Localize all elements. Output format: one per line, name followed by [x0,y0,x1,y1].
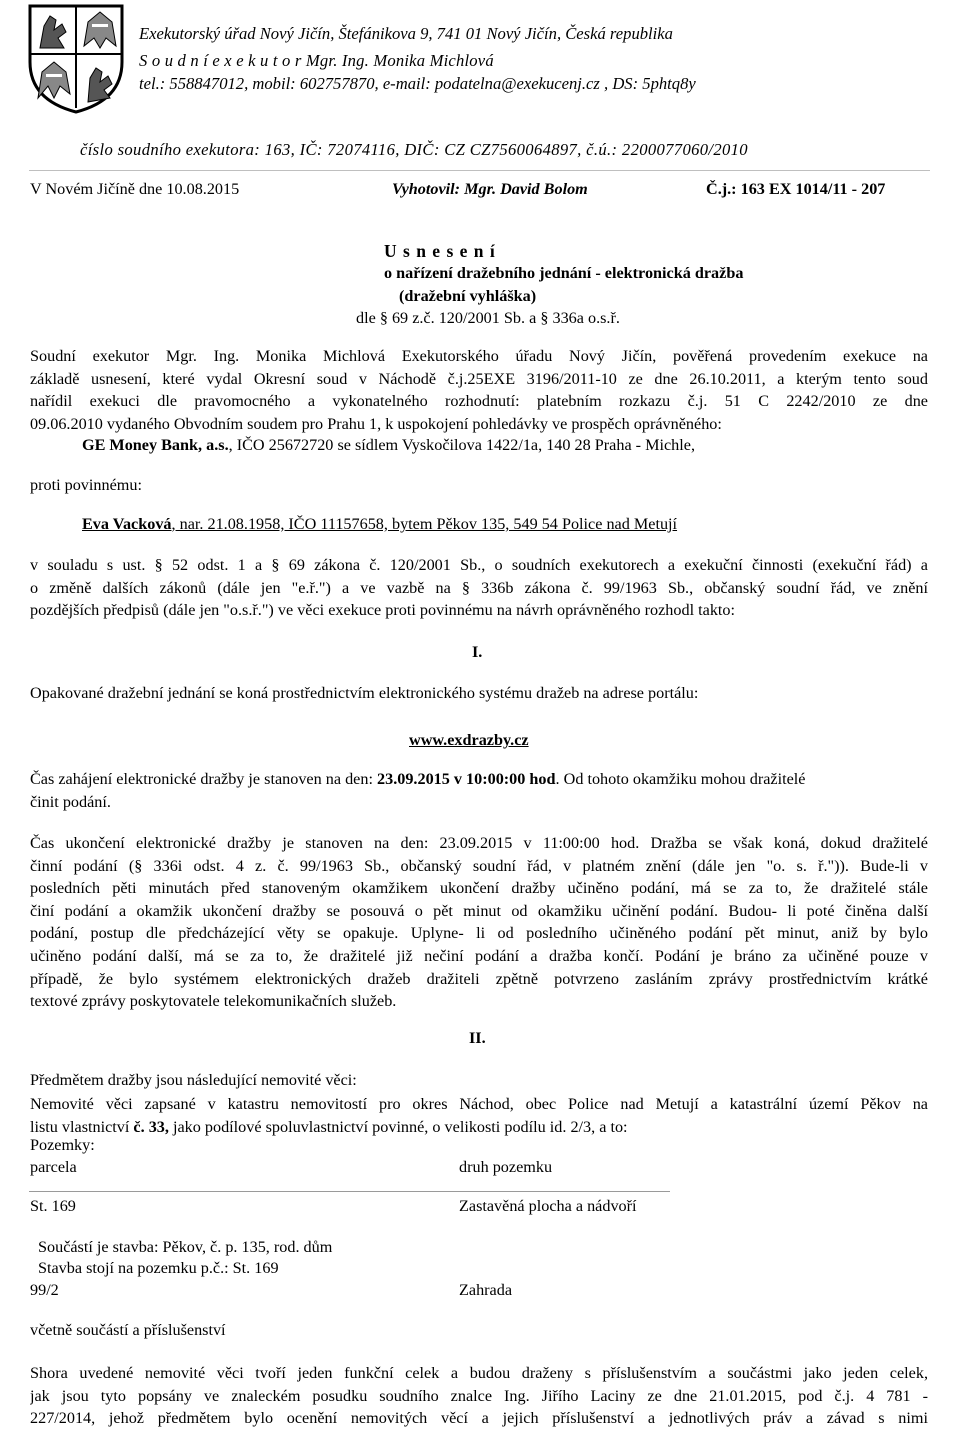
subject-label: Předmětem dražby jsou následující nemovité věci: [30,1071,357,1089]
intro-paragraph [30,345,928,435]
header-line-office: Exekutorský úřad Nový Jičín, Štefánikova 9, 741 01 Nový Jičín, Česká republika [139,24,673,43]
text-line [30,1116,928,1139]
text-line: Čas ukončení elektronické dražby je stanoven na den: 23.09.2015 v 11:00:00 hod. Dražba se však koná, dokud dražitelé [30,834,928,852]
text-line: základě usnesení, které vydal Okresní soud v Náchodě č.j.25EXE 3196/2011-10 ze dne 26.10.2011, a kterým tento soud [30,369,928,388]
text-line: 09.06.2010 vydaného Obvodním soudem pro Prahu 1, k uspokojení pohledávky ve prospěch oprávněného: [30,414,722,433]
text-line: o změně dalších zákonů (dále jen "e.ř.") a ve vazbě na § 336b zákona č. 99/1963 Sb., občanský soudní řád, ve znění [30,578,928,597]
section-1-text: Opakované dražební jednání se koná prostřednictvím elektronického systému dražeb na adrese portálu: [30,684,699,702]
auction-start-line-2: činit podání. [30,793,111,811]
column-parcel: parcela [30,1158,77,1176]
final-paragraph [30,1362,928,1430]
section-1-numeral: I. [472,643,483,661]
against-label: proti povinnému: [30,476,142,494]
auction-end-paragraph [30,832,928,1013]
text-line: pozdějších předpisů (dále jen "o.s.ř.") ve věci exekuce proti povinnému na návrh oprávněného rozhodl takto: [30,601,736,620]
title-subtitle: o nařízení dražebního jednání - elektronická dražba [384,264,744,282]
text-line: činí podání a okamžik ukončení dražby se posouvá o pět minut od okamžiku učinění podání. Budou- li poté činěna další [30,901,928,920]
text-line: Shora uvedené nemovité věci tvoří jeden funkční celek a budou draženy s příslušenstvím a součástmi jako jeden celek, [30,1364,928,1382]
ownership-share: jako podílové spoluvlastnictví povinné, o velikosti podílu id. 2/3, a to: [168,1117,628,1136]
coat-of-arms-logo [26,2,126,114]
text-line: textové zprávy poskytovatele telekomunikačních služeb. [30,992,397,1011]
including-label: včetně součástí a příslušenství [30,1321,226,1339]
auction-start-note: . Od tohoto okamžiku mohou dražitelé [555,770,806,788]
column-land-type: druh pozemku [459,1158,553,1176]
debtor-details: , nar. 21.08.1958, IČO 11157658, bytem Pěkov 135, 549 54 Police nad Metují [171,515,678,533]
creditor-details: , IČO 25672720 se sídlem Vyskočilova 1422/1a, 140 28 Praha - Michle, [228,436,696,454]
text-line: 227/2014, jehož předmětem bylo ocenění nemovitých věcí a jejich příslušenství a jednotlivých práv a závad s nimi [30,1409,928,1428]
text-line: případě, že bylo systémem elektronických dražeb dražiteli zpětně potvrzeno zasláním zprávy prostřednictvím krátké [30,969,928,988]
land-label: Pozemky: [30,1136,95,1154]
header-line-contacts: tel.: 558847012, mobil: 602757870, e-mail: podatelna@exekucenj.cz , DS: 5phtq8y [139,74,696,93]
title-legal-basis: dle § 69 z.č. 120/2001 Sb. a § 336a o.s.ř. [356,309,620,327]
place-date: V Novém Jičíně dne 10.08.2015 [30,180,240,198]
auction-start-time: 23.09.2015 v 10:00:00 hod [377,770,556,788]
building-note-1: Součástí je stavba: Pěkov, č. p. 135, rod. dům [38,1238,333,1256]
creditor-name: GE Money Bank, a.s. [82,436,229,454]
legal-paragraph [30,554,928,622]
land-type-1: Zastavěná plocha a nádvoří [459,1197,637,1215]
building-note-2: Stavba stojí na pozemku p.č.: St. 169 [38,1259,279,1277]
creditor-line [82,436,695,455]
text-line: jak jsou tyto popsány ve znaleckém posudku soudního znalce Ing. Jiřího Laciny ze dne 21.01.2015, pod č.j. 4 781 - [30,1386,928,1405]
document-title: U s n e s e n í [384,241,496,261]
parcel-1: St. 169 [30,1197,76,1215]
registry-paragraph [30,1093,928,1138]
section-2-numeral: II. [469,1029,486,1047]
text-line: Soudní exekutor Mgr. Ing. Monika Michlová Exekutorského úřadu Nový Jičín, pověřená provedením exekuce na [30,347,928,365]
text-line: Nemovité věci zapsané v katastru nemovitostí pro okres Náchod, obec Police nad Metují a katastrální území Pěkov na [30,1095,928,1113]
prepared-by: Vyhotovil: Mgr. David Bolom [392,180,588,198]
text-line: v souladu s ust. § 52 odst. 1 a § 69 zákona č. 120/2001 Sb., o soudních exekutorech a exekuční činnosti (exekuční řád) a [30,556,928,574]
header-divider [29,170,930,171]
text-line: podání, postup dle předcházející věty se opakuje. Uplyne- li od posledního učiněného podání pět minut, aniž by bylo [30,924,928,943]
parcel-2: 99/2 [30,1281,59,1299]
debtor-line [82,515,677,534]
ownership-sheet-number: č. 33, [133,1117,169,1136]
text-line: činní podání (§ 336i odst. 4 z. č. 99/1963 Sb., občanský soudní řád, v platném znění (dále jen "o. s. ř.")). Bude-li v [30,856,928,875]
header-line-executor: S o u d n í e x e k u t o r Mgr. Ing. Monika Michlová [139,51,494,70]
case-number: Č.j.: 163 EX 1014/11 - 207 [706,180,886,198]
text-line: učiněno podání další, má se za to, že dražitelé již nečiní podání a dražba končí. Podání je bráno za učiněné pouze v [30,946,928,965]
debtor-name: Eva Vacková [82,515,172,533]
land-type-2: Zahrada [459,1281,513,1299]
table-divider [29,1191,670,1192]
ownership-sheet-label: listu vlastnictví [30,1117,134,1136]
text-line: nařídil exekuci dle pravomocného a vykonatelného rozhodnutí: platebním rozkazu č.j. 51 C 2242/2010 ze dne [30,392,928,411]
title-decree-type: (dražební vyhláška) [399,287,537,305]
auction-start-line [30,770,805,789]
auction-start-label: Čas zahájení elektronické dražby je stanoven na den: [30,770,377,788]
registry-line: číslo soudního exekutora: 163, IČ: 72074116, DIČ: CZ CZ7560064897, č.ú.: 2200077060/2010 [80,140,748,159]
text-line: posledních pěti minutách před stanoveným okamžikem ukončení dražby učiněno podání, má se za to, že dražitelé stále [30,879,928,898]
auction-portal-link[interactable]: www.exdrazby.cz [409,731,529,749]
